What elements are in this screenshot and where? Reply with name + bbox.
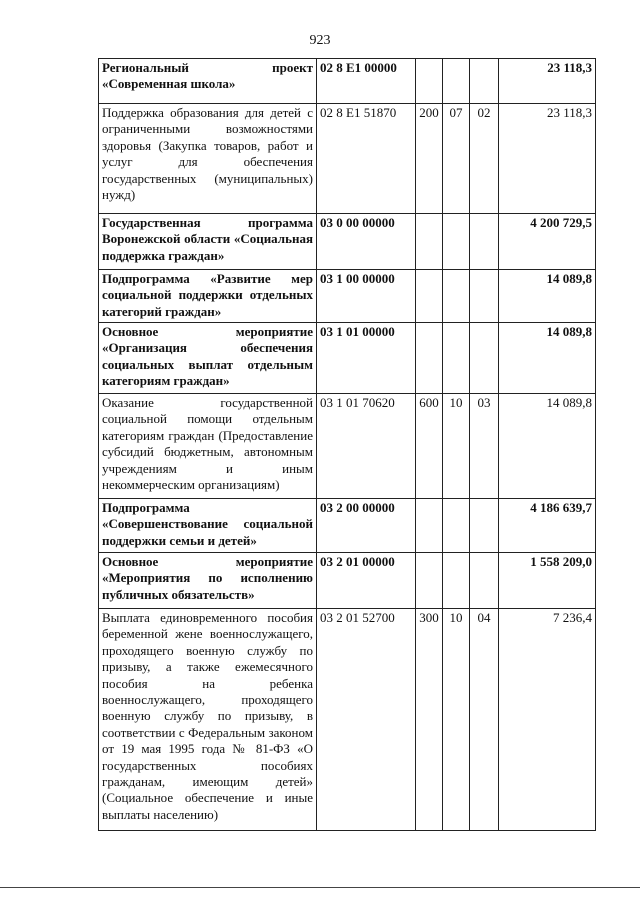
row-rz: 10 bbox=[443, 394, 470, 499]
row-pr bbox=[470, 214, 499, 270]
row-code: 03 2 01 52700 bbox=[317, 609, 416, 831]
row-code: 03 2 00 00000 bbox=[317, 499, 416, 553]
row-code: 03 1 01 00000 bbox=[317, 323, 416, 394]
row-rz bbox=[443, 499, 470, 553]
table-row bbox=[99, 394, 596, 499]
row-name: Подпрограмма «Совершенствование социальной поддержки семьи и детей» bbox=[99, 499, 317, 553]
row-pr: 04 bbox=[470, 609, 499, 831]
row-vr: 300 bbox=[416, 609, 443, 831]
row-sum: 1 558 209,0 bbox=[499, 553, 596, 609]
row-vr bbox=[416, 499, 443, 553]
row-vr bbox=[416, 59, 443, 104]
row-name: Выплата единовременного пособия беременной жене военнослужащего, проходящего военную службу по призыву, а также ежемесячного пособия на ребенка военнослужащего, проходящего военную службу по призыву, в соответствии с Федеральным законом от 19 мая 1995 года № 81-ФЗ «О государственных пособиях гражданам, имеющим детей» (Социальное обеспечение и иные выплаты населению) bbox=[99, 609, 317, 831]
table-row bbox=[99, 609, 596, 831]
table-row bbox=[99, 59, 596, 104]
row-code: 03 0 00 00000 bbox=[317, 214, 416, 270]
budget-table-body bbox=[99, 59, 596, 831]
row-code: 02 8 E1 51870 bbox=[317, 104, 416, 214]
row-code: 03 2 01 00000 bbox=[317, 553, 416, 609]
row-rz bbox=[443, 553, 470, 609]
row-name: Подпрограмма «Развитие мер социальной поддержки отдельных категорий граждан» bbox=[99, 270, 317, 323]
table-row bbox=[99, 323, 596, 394]
row-name: Основное мероприятие «Организация обеспечения социальных выплат отдельным категориям граждан» bbox=[99, 323, 317, 394]
row-pr bbox=[470, 553, 499, 609]
row-name: Основное мероприятие «Мероприятия по исполнению публичных обязательств» bbox=[99, 553, 317, 609]
row-vr: 200 bbox=[416, 104, 443, 214]
row-rz bbox=[443, 270, 470, 323]
row-pr: 03 bbox=[470, 394, 499, 499]
row-vr bbox=[416, 270, 443, 323]
row-code: 03 1 01 70620 bbox=[317, 394, 416, 499]
row-sum: 14 089,8 bbox=[499, 323, 596, 394]
row-pr bbox=[470, 270, 499, 323]
row-sum: 14 089,8 bbox=[499, 270, 596, 323]
row-rz bbox=[443, 214, 470, 270]
row-name: Поддержка образования для детей с ограниченными возможностями здоровья (Закупка товаров, работ и услуг для обеспечения государственных (муниципальных) нужд) bbox=[99, 104, 317, 214]
row-rz bbox=[443, 323, 470, 394]
budget-table bbox=[98, 58, 596, 831]
row-name: Оказание государственной социальной помощи отдельным категориям граждан (Предоставление субсидий бюджетным, автономным учреждениям и иным некоммерческим организациям) bbox=[99, 394, 317, 499]
row-code: 02 8 E1 00000 bbox=[317, 59, 416, 104]
table-row bbox=[99, 104, 596, 214]
row-pr bbox=[470, 499, 499, 553]
row-vr bbox=[416, 553, 443, 609]
row-vr: 600 bbox=[416, 394, 443, 499]
row-pr bbox=[470, 323, 499, 394]
row-vr bbox=[416, 323, 443, 394]
bottom-rule bbox=[0, 887, 640, 888]
table-row bbox=[99, 553, 596, 609]
row-name: Региональный проект «Современная школа» bbox=[99, 59, 317, 104]
row-name: Государственная программа Воронежской области «Социальная поддержка граждан» bbox=[99, 214, 317, 270]
page-number: 923 bbox=[309, 33, 331, 48]
table-row bbox=[99, 499, 596, 553]
row-sum: 4 200 729,5 bbox=[499, 214, 596, 270]
row-rz: 07 bbox=[443, 104, 470, 214]
row-sum: 7 236,4 bbox=[499, 609, 596, 831]
row-sum: 23 118,3 bbox=[499, 104, 596, 214]
row-sum: 14 089,8 bbox=[499, 394, 596, 499]
table-row bbox=[99, 270, 596, 323]
row-pr bbox=[470, 59, 499, 104]
row-sum: 4 186 639,7 bbox=[499, 499, 596, 553]
row-sum: 23 118,3 bbox=[499, 59, 596, 104]
row-vr bbox=[416, 214, 443, 270]
row-rz bbox=[443, 59, 470, 104]
row-pr: 02 bbox=[470, 104, 499, 214]
row-code: 03 1 00 00000 bbox=[317, 270, 416, 323]
table-row bbox=[99, 214, 596, 270]
row-rz: 10 bbox=[443, 609, 470, 831]
